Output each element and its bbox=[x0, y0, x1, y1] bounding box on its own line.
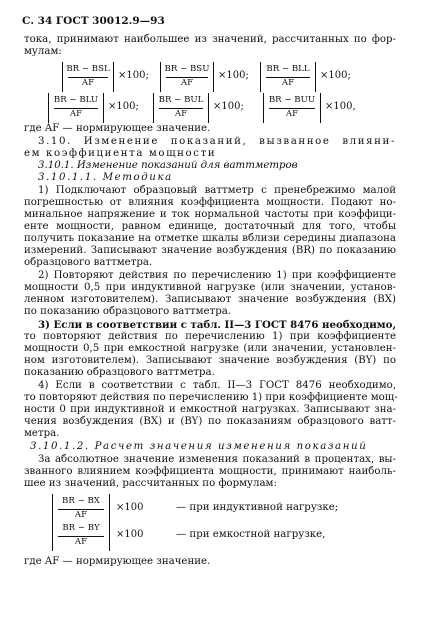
formula bbox=[48, 93, 158, 123]
formula-denominator: AF bbox=[285, 109, 299, 119]
formula-numerator: BR − BSL bbox=[66, 64, 110, 74]
text-line: мощности 0,5 при емкостной нагрузке (или значении, установлен- bbox=[24, 343, 396, 354]
formula-denominator: AF bbox=[74, 537, 88, 547]
section-heading: ем коэффициента мощности bbox=[24, 148, 217, 159]
text-line: то повторяют действия по перечислению 1) при коэффициенте bbox=[24, 331, 396, 342]
formula bbox=[263, 93, 383, 123]
text-line: где AF — нормирующее значение. bbox=[24, 123, 211, 134]
text-line: то повторяют действия по перечислению 1) при коэффициенте мощ- bbox=[24, 392, 398, 403]
formula-numerator: BR − BSU bbox=[164, 64, 210, 74]
formula bbox=[160, 62, 270, 92]
text-line: минальное напряжение и ток нормальной частоты при коэффици- bbox=[24, 209, 396, 220]
formula-multiplier: ×100 bbox=[116, 502, 144, 513]
text-line: 2) Повторяют действия по перечислению 1) при коэффициенте bbox=[38, 270, 396, 281]
formula-denominator: AF bbox=[174, 109, 188, 119]
formula-numerator: BR − BLU bbox=[53, 95, 99, 105]
section-heading: 3.10. Изменение показаний, вызванное влияни- bbox=[38, 136, 396, 147]
text-line: мулам: bbox=[24, 46, 62, 57]
subsection-heading: 3.10.1. Изменение показаний для ваттметров bbox=[38, 160, 298, 171]
formula bbox=[52, 521, 182, 551]
formula-numerator: BR − BUU bbox=[268, 95, 316, 105]
text-line: ленном изготовителем). Записывают значение возбуждения (BX) bbox=[24, 294, 396, 305]
formula-numerator: BR − BY bbox=[62, 523, 100, 533]
formula-numerator: BR − BLL bbox=[266, 64, 310, 74]
formula-multiplier: ×100, bbox=[325, 101, 356, 112]
text-line: енте мощности, равном единице, достаточный для того, чтобы bbox=[24, 221, 396, 232]
text-line: получить показание на отметке шкалы вблизи середины диапазона bbox=[24, 233, 396, 244]
page-header: С. 34 ГОСТ 30012.9—93 bbox=[22, 15, 165, 27]
text-line: званного влиянием коэффициента мощности, принимают наиболь- bbox=[24, 466, 396, 477]
formula-multiplier: ×100; bbox=[213, 101, 244, 112]
formula-multiplier: ×100; bbox=[218, 70, 249, 81]
formula bbox=[153, 93, 263, 123]
text-line: ности 0 при индуктивной и емкостной нагрузках. Записывают зна- bbox=[24, 404, 396, 415]
text-line: 4) Если в соответствии с табл. II—3 ГОСТ 8476 необходимо, bbox=[38, 380, 396, 391]
formula-denominator: AF bbox=[180, 78, 194, 88]
text-line: 3) Если в соответствии с табл. II—3 ГОСТ 8476 необходимо, bbox=[38, 319, 396, 331]
formula-multiplier: ×100; bbox=[320, 70, 351, 81]
formula-numerator: BR − BX bbox=[62, 496, 100, 506]
formula bbox=[52, 494, 182, 524]
formula bbox=[62, 62, 172, 92]
text-line: где AF — нормирующее значение. bbox=[24, 556, 211, 567]
formula bbox=[260, 62, 370, 92]
text-line: тока, принимают наибольшее из значений, рассчитанных по фор- bbox=[24, 34, 396, 45]
text-line: ном изготовителем). Записывают значение возбуждения (BY) по bbox=[24, 355, 396, 366]
text-line: по показанию образцового ваттметра. bbox=[24, 306, 232, 317]
formula-denominator: AF bbox=[281, 78, 295, 88]
formula-multiplier: ×100; bbox=[118, 70, 149, 81]
formula-numerator: BR − BUL bbox=[158, 95, 204, 105]
text-line: образцового ваттметра. bbox=[24, 257, 153, 268]
text-line: показанию образцового ваттметра. bbox=[24, 367, 215, 378]
formula-label: — при индуктивной нагрузке; bbox=[176, 502, 339, 513]
formula-label: — при емкостной нагрузке, bbox=[176, 529, 326, 540]
formula-multiplier: ×100 bbox=[116, 529, 144, 540]
formula-multiplier: ×100; bbox=[108, 101, 139, 112]
text-line: метра. bbox=[24, 428, 60, 439]
text-line: измерений. Записывают значение возбуждения (BR) по показанию bbox=[24, 245, 396, 256]
subsection-heading: 3.10.1.2. Расчет значения изменения показаний bbox=[30, 441, 368, 452]
text-line: мощности 0,5 при индуктивной нагрузке (или значении, установ- bbox=[24, 282, 396, 293]
text-line: чения возбуждения (BX) и (BY) по показаниям образцового ватт- bbox=[24, 416, 396, 427]
formula-denominator: AF bbox=[81, 78, 95, 88]
text-line: шее из значений, рассчитанных по формулам: bbox=[24, 478, 277, 489]
text-line: погрешностью от влияния коэффициента мощности. Подают но- bbox=[24, 197, 396, 208]
formula-denominator: AF bbox=[69, 109, 83, 119]
text-line: 1) Подключают образцовый ваттметр с пренебрежимо малой bbox=[38, 185, 396, 196]
subsection-heading: 3.10.1.1. Методика bbox=[38, 172, 173, 183]
text-line: За абсолютное значение изменения показаний в процентах, вы- bbox=[38, 454, 396, 465]
formula-denominator: AF bbox=[74, 510, 88, 520]
